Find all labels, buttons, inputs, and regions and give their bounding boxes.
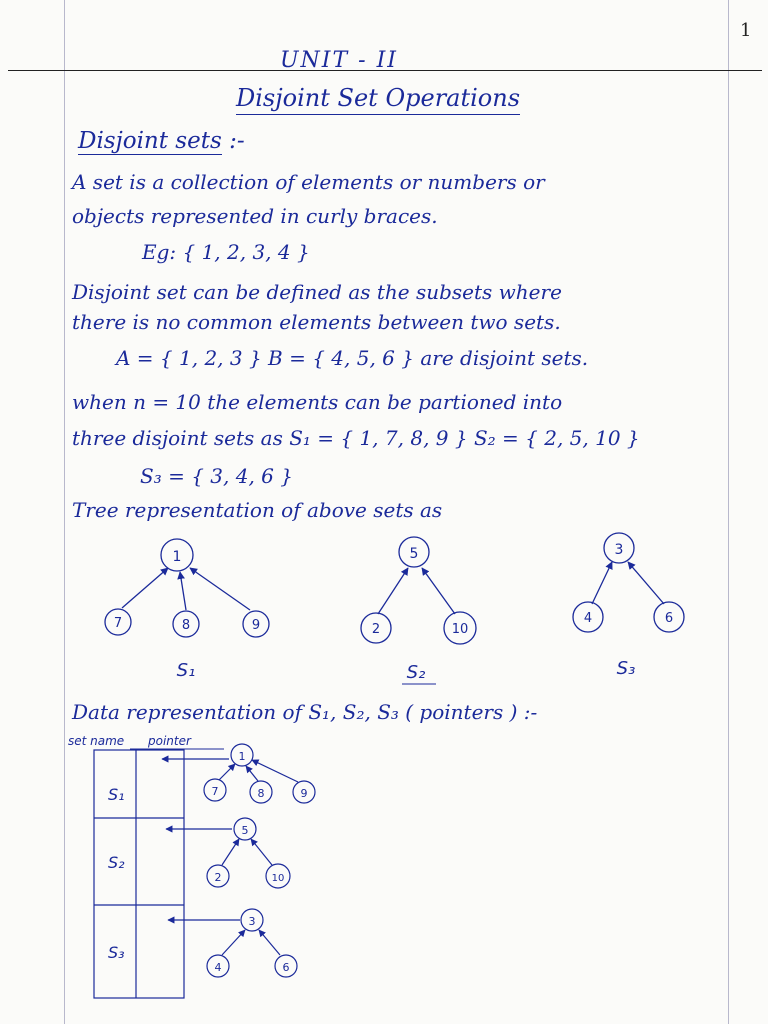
text-line-4: there is no common elements between two sets. — [72, 310, 561, 334]
node-5-label: 5 — [409, 546, 419, 562]
mini-node-3: 3 — [248, 915, 256, 928]
tree-rep-heading: Tree representation of above sets as — [72, 498, 443, 522]
node-2-label: 2 — [371, 622, 381, 637]
tree-s2-label: S₂ — [406, 662, 426, 683]
set-s3-line: S₃ = { 3, 4, 6 } — [140, 464, 293, 488]
node-8-label: 8 — [181, 618, 191, 633]
table-col-setname: set name — [68, 734, 125, 748]
example-line: Eg: { 1, 2, 3, 4 } — [142, 240, 310, 264]
node-9-label: 9 — [251, 618, 261, 633]
table-col-pointer: pointer — [148, 734, 191, 748]
text-line-2: objects represented in curly braces. — [72, 204, 438, 228]
unit-heading: UNIT - II — [280, 48, 398, 73]
mini-node-8: 8 — [257, 787, 265, 800]
section-heading-text: Disjoint sets — [78, 128, 222, 154]
node-1-label: 1 — [172, 549, 182, 565]
page-number: 1 — [740, 20, 752, 41]
mini-node-10: 10 — [271, 873, 285, 884]
page-title: Disjoint Set Operations — [236, 84, 520, 115]
data-rep-heading: Data representation of S₁, S₂, S₃ ( pointers ) :- — [72, 700, 538, 724]
mini-node-7: 7 — [211, 785, 219, 798]
text-line-5: when n = 10 the elements can be partioned into — [72, 390, 563, 414]
node-10-label: 10 — [451, 622, 469, 637]
node-4-label: 4 — [583, 611, 593, 626]
section-heading-suffix: :- — [229, 128, 245, 154]
mini-node-9: 9 — [300, 787, 308, 800]
pointer-arrows — [162, 759, 240, 920]
tree-s1-label: S₁ — [176, 660, 196, 681]
sets-line: three disjoint sets as S₁ = { 1, 7, 8, 9 } S₂ = { 2, 5, 10 } — [72, 426, 640, 450]
table-row-s2: S₂ — [108, 853, 125, 872]
mini-node-1: 1 — [238, 750, 246, 763]
mini-node-5: 5 — [241, 824, 249, 837]
node-6-label: 6 — [664, 611, 674, 626]
mini-node-6: 6 — [282, 961, 290, 974]
node-3-label: 3 — [614, 542, 624, 558]
mini-node-4: 4 — [214, 961, 222, 974]
disjoint-example-line: A = { 1, 2, 3 } B = { 4, 5, 6 } are disjoint sets. — [116, 346, 589, 370]
table-row-s1: S₁ — [108, 785, 125, 804]
mini-node-2: 2 — [214, 871, 222, 884]
node-7-label: 7 — [113, 616, 123, 631]
text-line-1: A set is a collection of elements or numbers or — [72, 170, 545, 194]
text-line-3: Disjoint set can be defined as the subsets where — [72, 280, 562, 304]
tree-s3-label: S₃ — [616, 658, 636, 679]
table-row-s3: S₃ — [108, 943, 125, 962]
